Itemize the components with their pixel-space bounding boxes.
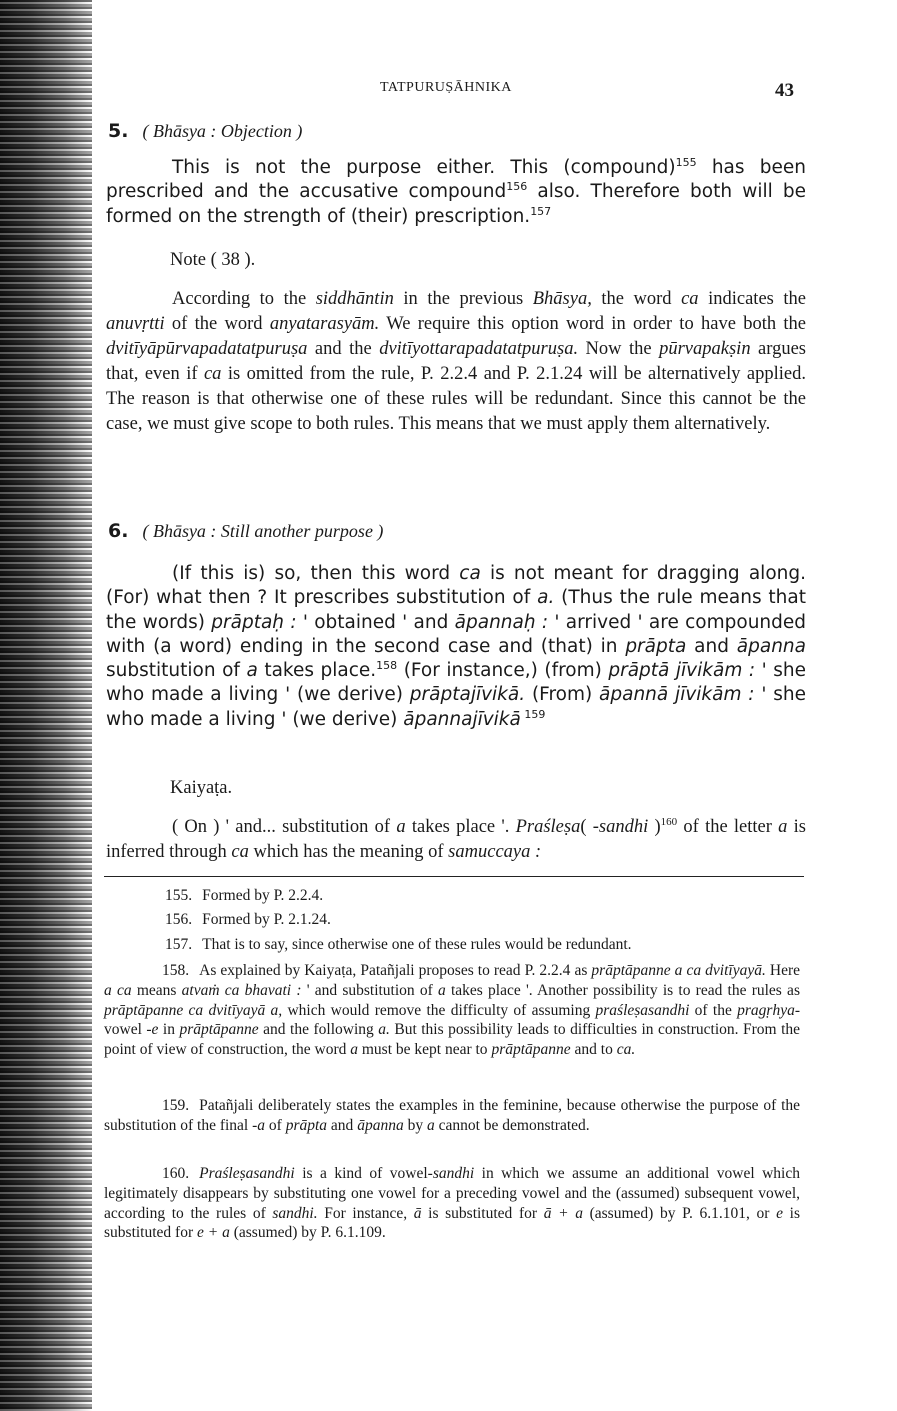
text-run: cannot be demonstrated.	[434, 1116, 590, 1134]
section-5-number: 5.	[108, 120, 129, 142]
kaiyata-title: Kaiyaṭa.	[170, 778, 233, 798]
text-run: of the word	[164, 313, 270, 334]
text-run: is a kind of vowel-	[294, 1165, 433, 1182]
footnote-text	[202, 887, 323, 904]
kaiyata-paragraph	[106, 815, 806, 865]
text-run: in	[158, 1021, 180, 1039]
text-run: takes place '.	[405, 817, 516, 837]
footnote-text	[104, 1165, 800, 1241]
italic-term: atvaṁ ca bhavati :	[181, 981, 302, 999]
italic-term: a ca	[104, 981, 132, 999]
italic-term: anyatarasyām.	[269, 313, 380, 334]
text-run: argues that, even if	[106, 338, 807, 384]
text-run: takes place.	[257, 660, 377, 682]
text-run: (If this is) so, then this word	[172, 563, 460, 584]
footnote-reference: 158	[376, 659, 398, 673]
italic-term: a	[778, 817, 788, 837]
text-run: (From)	[525, 684, 600, 706]
italic-term: Praśleṣa	[515, 817, 581, 837]
footnote-text	[104, 962, 800, 1058]
text-run: indicates the	[698, 289, 807, 309]
text-run: Patañjali deliberately states the examples in the feminine, because otherwise the purpose of the substitution of the final	[104, 1097, 800, 1134]
footnote-reference: 159	[520, 707, 546, 721]
text-run: of the	[689, 1001, 738, 1019]
note-38-paragraph	[106, 287, 806, 436]
footnote-number: 160.	[162, 1165, 190, 1182]
section-5-title: ( Bhāsya : Objection )	[142, 121, 303, 141]
italic-term: samuccaya :	[448, 841, 542, 862]
footnote-reference: 157	[530, 204, 552, 218]
text-run: also. Therefore both will be formed on the strength of (their) prescription.	[106, 181, 806, 227]
text-run: in the previous	[393, 289, 533, 309]
italic-term: āpanna	[736, 635, 806, 657]
text-run: According to the	[172, 289, 316, 309]
italic-term: siddhāntin	[315, 289, 394, 309]
italic-term: prāptāpanne	[491, 1041, 571, 1059]
italic-term: ca	[203, 363, 222, 384]
text-run: ' she who made a living ' (we derive)	[106, 660, 806, 706]
text-run: means	[131, 981, 182, 999]
page-number: 43	[775, 80, 794, 101]
footnote-reference: 155	[675, 155, 697, 169]
text-run: But this possibility leads to difficulties in construction. From the point of view of construction, the word	[104, 1021, 801, 1059]
text-run: and the following	[258, 1021, 379, 1039]
note-38-title: Note ( 38 ).	[170, 250, 256, 270]
italic-term: ca	[231, 841, 249, 862]
italic-term: prāptajīvikā.	[409, 684, 526, 706]
italic-term: -e	[146, 1021, 159, 1039]
text-run: and the	[307, 338, 380, 359]
text-run: and to	[570, 1041, 617, 1059]
text-run: (Thus the rule means that the words)	[106, 587, 806, 633]
footnote-text	[202, 936, 631, 953]
text-run: must be kept near to	[357, 1041, 492, 1059]
italic-term: ā + a	[543, 1204, 583, 1222]
text-run: (assumed) by P. 6.1.101, or	[582, 1204, 777, 1222]
text-run: ' arrived ' are compounded with (a word) ending in the second case and (that) in	[106, 611, 807, 657]
footnote-157	[165, 936, 632, 954]
italic-term: -a	[252, 1116, 266, 1134]
italic-term: āpannajīvikā	[403, 708, 521, 730]
italic-term: prāptāpanne	[179, 1021, 259, 1039]
italic-term: prāptāpanne ca dvitīyayā a,	[104, 1001, 283, 1019]
text-run: is substituted for	[421, 1204, 544, 1222]
italic-term: ca	[459, 563, 481, 584]
footnote-number: 158.	[162, 962, 190, 979]
text-run: This is not the purpose either. This (compound)	[172, 157, 676, 178]
footnote-reference: 160	[660, 815, 678, 828]
italic-term: dvitīyottarapadatatpuruṣa.	[379, 338, 579, 359]
italic-term: a	[350, 1041, 358, 1059]
text-run: is inferred through	[106, 817, 807, 862]
italic-term: āpanna	[357, 1116, 404, 1134]
italic-term: āpannā jīvikām :	[599, 684, 755, 706]
footnote-text	[104, 1097, 800, 1134]
italic-term: e + a	[197, 1224, 230, 1242]
text-run: of the letter	[677, 817, 779, 837]
footnote-159	[104, 1096, 800, 1136]
footnote-divider	[104, 876, 804, 877]
text-run: ' she who made a living ' (we derive)	[106, 684, 807, 730]
text-run: is omitted from the rule, P. 2.2.4 and P. 2.1.24 will be alternatively applied. The reason is that otherwise one of these rules will be redundant. Since this cannot be the case, we must give scope to both rules. This means that we must apply them alternatively.	[106, 363, 806, 434]
footnote-text	[202, 911, 331, 928]
italic-term: pragṛhya	[737, 1001, 795, 1019]
footnote-155	[165, 887, 323, 905]
italic-term: a.	[378, 1021, 390, 1039]
section-5-paragraph	[106, 156, 806, 229]
text-run: and	[327, 1116, 358, 1134]
italic-term: a	[438, 981, 446, 999]
italic-term: a	[426, 1116, 435, 1134]
italic-term: praśleṣasandhi	[595, 1001, 690, 1019]
text-run: and	[686, 635, 737, 657]
italic-term: a.	[537, 587, 555, 609]
italic-term: anuvṛtti	[106, 313, 165, 334]
italic-term: Bhāsya,	[532, 289, 592, 309]
footnote-160	[104, 1164, 800, 1243]
italic-term: prāptāpanne a ca dvitīyayā.	[591, 962, 766, 979]
footnote-158	[104, 961, 800, 1060]
italic-term: e	[776, 1204, 783, 1222]
text-run: As explained by Kaiyaṭa, Patañjali proposes to read P. 2.2.4 as	[199, 962, 592, 979]
italic-term: prāpta	[285, 1116, 328, 1134]
italic-term: Praśleṣasandhi	[199, 1165, 295, 1182]
italic-term: sandhi	[598, 817, 649, 837]
italic-term: prāpta	[625, 635, 687, 657]
italic-term: prāptā jīvikām :	[608, 660, 756, 682]
section-6-title: ( Bhāsya : Still another purpose )	[142, 521, 384, 541]
italic-term: āpannaḥ :	[454, 611, 549, 633]
text-run: of	[265, 1116, 286, 1134]
text-run: in which we assume an additional vowel which legitimately disappears by substituting one vowel for a preceding vowel and the (assumed) subsequent vowel, according to the rules of	[104, 1165, 800, 1222]
running-title: TATPURUṢĀHNIKA	[380, 80, 512, 95]
text-run: (assumed) by P. 6.1.109.	[229, 1224, 386, 1242]
text-run: has been prescribed and the accusative compound	[106, 157, 806, 203]
text-run: Now the	[578, 338, 660, 359]
footnote-number: 155.	[165, 887, 193, 904]
italic-term: a	[396, 817, 406, 837]
text-run: is not meant for dragging along. (For) what then ? It prescribes substitution of	[106, 563, 806, 609]
italic-term: a	[246, 660, 258, 682]
text-run: ' obtained ' and	[296, 611, 455, 633]
text-run: Formed by P. 2.1.24.	[202, 911, 331, 928]
text-run: ( On ) ' and... substitution of	[172, 817, 397, 837]
text-run: We require this option word in order to have both the	[379, 313, 806, 334]
book-binding-shadow	[0, 0, 92, 1411]
text-run: which would remove the difficulty of assuming	[282, 1001, 596, 1019]
text-run: ( -	[580, 817, 599, 837]
text-run: which has the meaning of	[248, 841, 449, 862]
section-5-heading	[108, 120, 302, 142]
footnote-reference: 156	[506, 180, 528, 194]
text-run: (For instance,) (from)	[397, 660, 609, 682]
text-run: ' and substitution of	[301, 981, 439, 999]
italic-term: ā	[413, 1204, 422, 1222]
footnote-number: 157.	[165, 936, 193, 953]
text-run: substitution of	[106, 660, 247, 682]
text-run: is substituted for	[104, 1204, 800, 1242]
italic-term: sandhi.	[272, 1204, 318, 1222]
italic-term: ca.	[616, 1041, 636, 1059]
italic-term: dvitīyāpūrvapadatatpuruṣa	[106, 338, 308, 359]
text-run: the word	[591, 289, 682, 309]
italic-term: prāptaḥ :	[211, 611, 297, 633]
section-6-heading	[108, 520, 383, 542]
text-run: Here	[765, 962, 801, 979]
text-run: takes place '. Another possibility is to read the rules as	[445, 981, 800, 999]
italic-term: ca	[681, 289, 699, 309]
text-run: -vowel	[104, 1001, 800, 1039]
text-run: Formed by P. 2.2.4.	[202, 887, 324, 904]
footnote-number: 159.	[162, 1097, 190, 1114]
text-run: )	[648, 817, 661, 837]
footnote-156	[165, 911, 331, 929]
text-run: For instance,	[317, 1204, 414, 1222]
italic-term: sandhi	[432, 1165, 475, 1182]
section-6-paragraph	[106, 562, 806, 732]
text-run: by	[403, 1116, 427, 1134]
text-run: That is to say, since otherwise one of these rules would be redundant.	[202, 936, 632, 953]
section-6-number: 6.	[108, 520, 129, 542]
italic-term: pūrvapakṣin	[659, 338, 751, 359]
footnote-number: 156.	[165, 911, 193, 928]
